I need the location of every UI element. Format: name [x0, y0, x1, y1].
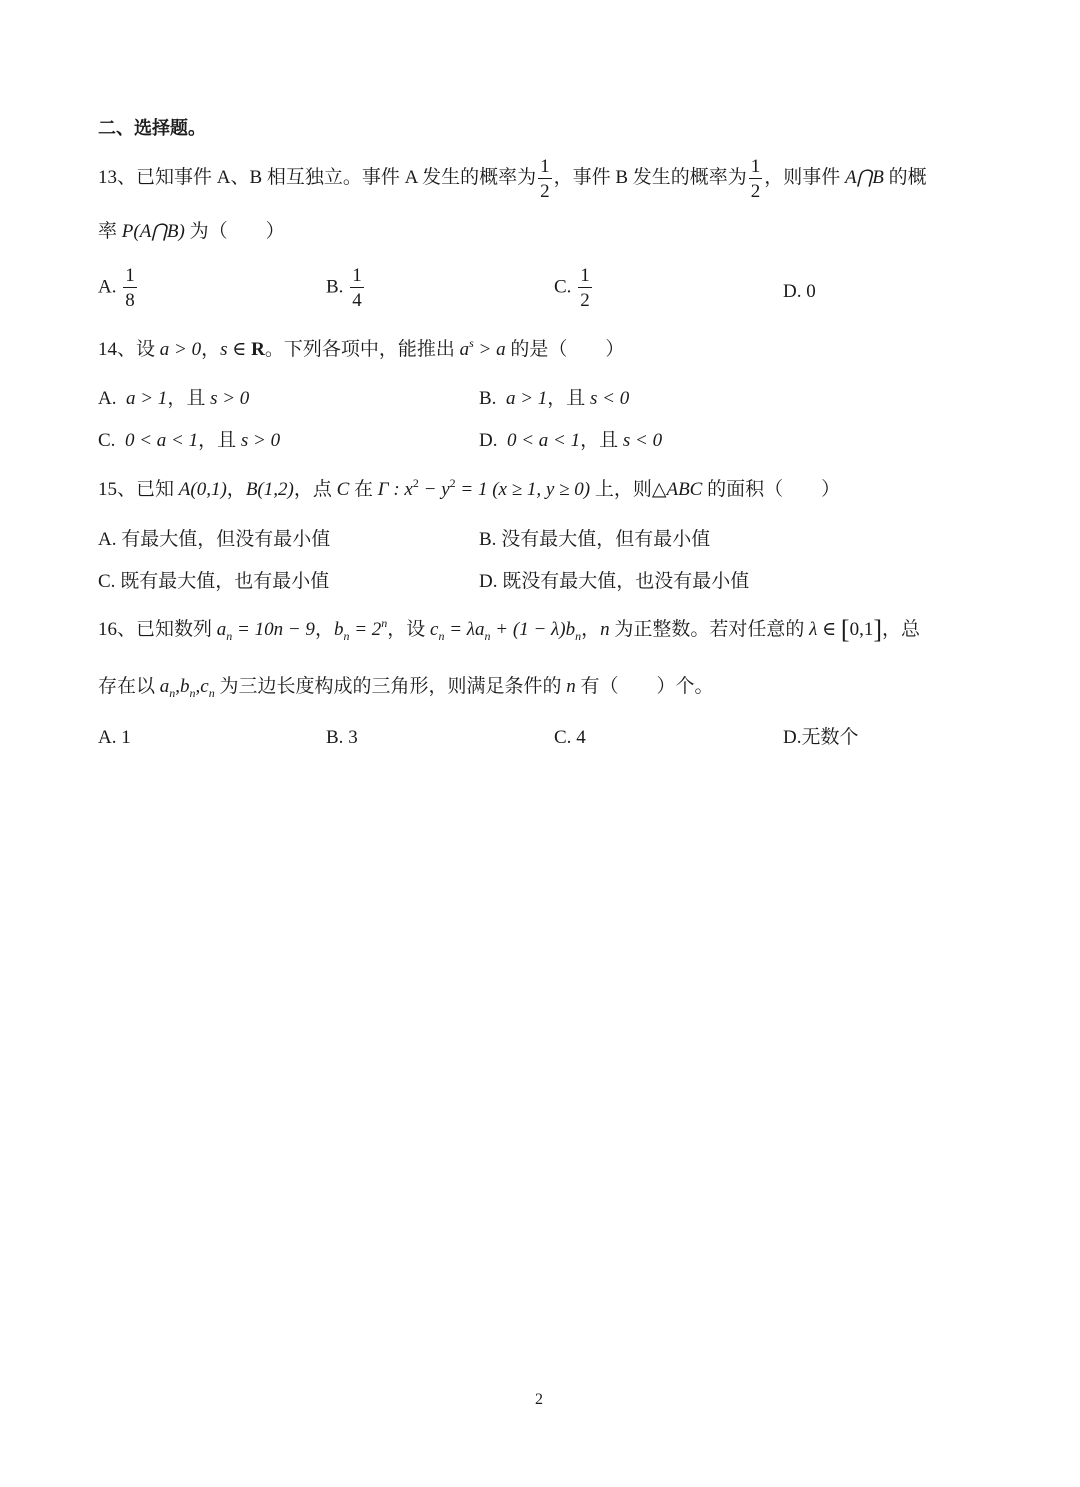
section-heading: 二、选择题。	[98, 118, 206, 139]
question-13-text: 已知事件 A、B 相互独立。事件 A 发生的概率为	[136, 167, 537, 188]
option-16-a: A. 1	[98, 727, 131, 748]
option-16-d: D.无数个	[783, 727, 859, 748]
question-15-number: 15、	[98, 479, 137, 500]
option-15-a: A. 有最大值，但没有最小值	[98, 529, 331, 550]
option-14-a: A. a > 1，且 s > 0	[98, 388, 250, 409]
fraction-one-half: $\frac{1}{2}$	[750, 155, 761, 202]
question-13-line-2: 率 P(A⋂B) 为（ ）	[98, 221, 285, 242]
option-15-c: C. 既有最大值，也有最小值	[98, 571, 330, 592]
question-16-number: 16、	[98, 619, 137, 640]
option-14-c: C. 0 < a < 1，且 s > 0	[98, 430, 281, 451]
option-13-b: B. $\frac{1}{4}$	[326, 265, 362, 311]
page-number: 2	[535, 1391, 543, 1408]
fraction: $\frac{1}{2}$	[580, 265, 590, 311]
question-14: 14、设 a > 0，s ∈ R。下列各项中，能推出 $a^s > a$ 的是（ ）	[98, 336, 625, 360]
question-15: 15、已知 A(0,1)，B(1,2)，点 C 在 Γ : $x^2 - y^2 = 1$ (x ≥ 1, y ≥ 0) 上，则△ABC 的面积（ ）	[98, 476, 841, 500]
option-14-b: B. a > 1，且 s < 0	[479, 388, 630, 409]
option-14-d: D. 0 < a < 1，且 s < 0	[479, 430, 663, 451]
option-13-d: D. 0	[783, 281, 816, 302]
option-13-c: C. $\frac{1}{2}$	[554, 265, 590, 311]
question-16-line-2: 存在以 $a_n,b_n,c_n$ 为三边长度构成的三角形，则满足条件的 n 有（ ）个。	[98, 676, 714, 700]
fraction: $\frac{1}{4}$	[352, 265, 362, 311]
math-expression: P(A⋂B)	[121, 221, 185, 242]
option-16-b: B. 3	[326, 727, 358, 748]
fraction-one-half: $\frac{1}{2}$	[540, 155, 550, 202]
option-15-b: B. 没有最大值，但有最小值	[479, 529, 711, 550]
fraction: $\frac{1}{8}$	[125, 265, 135, 311]
option-13-a: A. $\frac{1}{8}$	[98, 265, 135, 311]
math-expression: A⋂B	[845, 167, 884, 188]
question-13-line-1: 13、已知事件 A、B 相互独立。事件 A 发生的概率为 $\frac{1}{2}$ ，事件 B 发生的概率为 $\frac{1}{2}$ ，则事件 A⋂B 的概	[98, 155, 927, 202]
option-15-d: D. 既没有最大值，也没有最小值	[479, 571, 750, 592]
option-16-c: C. 4	[554, 727, 586, 748]
question-13-number: 13、	[98, 167, 137, 188]
question-14-number: 14、	[98, 339, 137, 360]
question-16-line-1: 16、已知数列 $a_n = 10n - 9$，$b_n = 2^n$，设 $c_n = \lambda a_n + (1 - \lambda)b_n$，n 为正整数。若对任意的 λ ∈ [0,1]，总	[98, 615, 921, 644]
